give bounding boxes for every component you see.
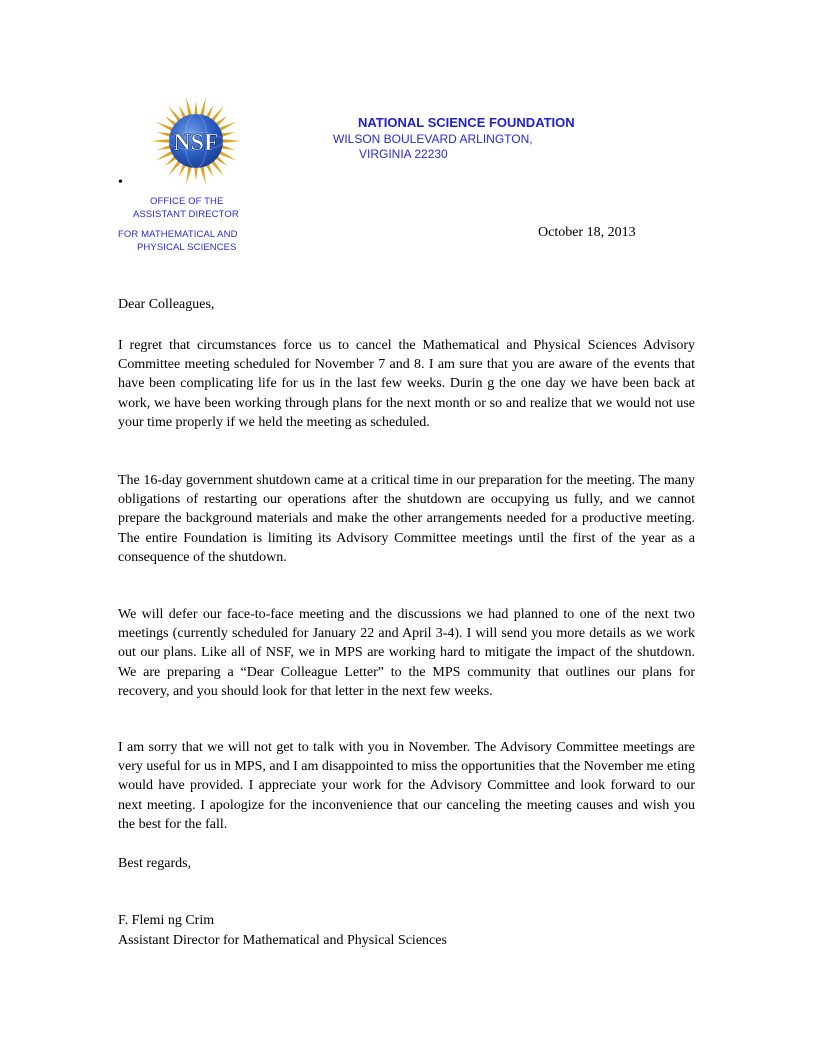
body-paragraph-4: I am sorry that we will not get to talk with you in November. The Advisory Committee meetings are very useful for us in MPS, and I am disappointed to miss the opportunities that the November me eting would have provided. I appreciate your work for the Advisory Committee and look forward to our next meeting. I apologize for the inconvenience that our canceling the meeting causes and wish you the best for the fall. (118, 740, 695, 832)
organization-name: NATIONAL SCIENCE FOUNDATION (358, 115, 575, 130)
office-line-4: PHYSICAL SCIENCES (137, 242, 237, 253)
seal-ray (151, 139, 170, 143)
body-paragraph-1: I regret that circumstances force us to cancel the Mathematical and Physical Sciences Advisory Committee meeting scheduled for November 7 and 8. I am sure that you are aware of the events that have been complicating life for us in the last few weeks. Durin g the one day we have been back at work, we have been working through plans for the next month or so and realize that we would not use your time properly if we held the meeting as scheduled. (118, 338, 695, 430)
seal-ray (194, 101, 198, 115)
signature-title: Assistant Director for Mathematical and Physical Sciences (118, 933, 447, 948)
address-line-2: VIRGINIA 22230 (359, 147, 448, 161)
address-line-1: WILSON BOULEVARD ARLINGTON, (333, 132, 533, 146)
seal-ray (200, 166, 206, 185)
signature-name: F. Flemi ng Crim (118, 913, 215, 928)
seal-ray (219, 151, 237, 161)
nsf-logo-text: NSF (173, 130, 219, 156)
bullet-mark: • (118, 175, 123, 190)
seal-ray (219, 121, 237, 131)
seal-ray (194, 167, 198, 181)
office-line-2: ASSISTANT DIRECTOR (133, 209, 239, 220)
seal-ray (221, 132, 235, 137)
seal-ray (200, 97, 206, 116)
seal-ray (222, 139, 241, 143)
seal-ray (157, 145, 171, 150)
letter-date: October 18, 2013 (538, 225, 636, 240)
seal-ray (186, 166, 192, 185)
office-line-1: OFFICE OF THE (150, 196, 224, 207)
body-paragraph-3: We will defer our face-to-face meeting and the discussions we had planned to one of the next two meetings (currently scheduled for January 22 and April 3-4). I will send you more details as we work out our plans. Like all of NSF, we in MPS are working hard to mitigate the impact of the shutdown. We are preparing a “Dear Colleague Letter” to the MPS community that outlines our plans for recovery, and you should look for that letter in the next few weeks. (118, 607, 695, 699)
nsf-seal-icon (150, 95, 242, 187)
seal-ray (186, 97, 192, 116)
seal-ray (157, 132, 171, 137)
salutation: Dear Colleagues, (118, 297, 215, 312)
seal-ray (221, 145, 235, 150)
closing: Best regards, (118, 856, 192, 871)
office-line-3: FOR MATHEMATICAL AND (118, 229, 238, 240)
body-paragraph-2: The 16-day government shutdown came at a critical time in our preparation for the meeting. The many obligations of restarting our operations after the shutdown are occupying us fully, and we cannot prepare the background materials and make the other arrangements needed for a productive meeting. The entire Foundation is limiting its Advisory Committee meetings until the first of the year as a consequence of the shutdown. (118, 473, 695, 565)
seal-ray (155, 121, 173, 131)
seal-ray (155, 151, 173, 161)
